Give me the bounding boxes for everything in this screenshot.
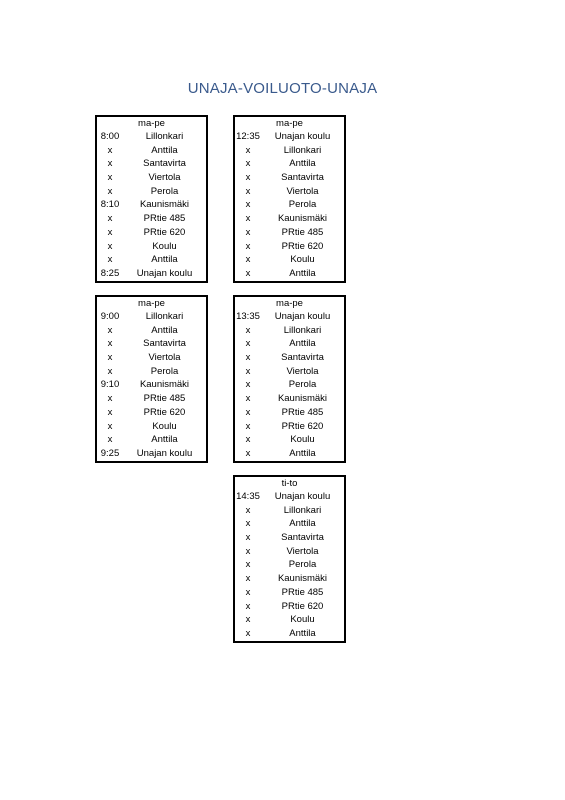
timetable-row — [235, 517, 344, 531]
departure-time: x — [245, 365, 251, 377]
departure-time: x — [107, 434, 113, 446]
departure-time: x — [107, 240, 113, 252]
stop-name: PRtie 485 — [281, 586, 324, 598]
departure-time: x — [245, 226, 251, 238]
timetable-row — [97, 240, 206, 254]
stop-name: PRtie 620 — [281, 600, 324, 612]
departure-time: x — [107, 254, 113, 266]
timetable-row — [235, 531, 344, 545]
timetable-row — [235, 490, 344, 504]
departure-time: x — [245, 420, 251, 432]
departure-time: 13:35 — [236, 311, 260, 322]
departure-time: x — [245, 240, 251, 252]
stop-name: Santavirta — [143, 338, 186, 350]
timetable-row — [235, 351, 344, 365]
timetable-row — [97, 212, 206, 226]
departure-time: x — [107, 226, 113, 238]
timetable-row — [235, 212, 344, 226]
stop-name: Perola — [288, 379, 317, 391]
timetable-row — [97, 144, 206, 158]
departure-time: x — [107, 406, 113, 418]
timetable-row — [97, 185, 206, 199]
departure-time: x — [107, 144, 113, 156]
stop-name: Unajan koulu — [274, 491, 331, 502]
stop-name: Santavirta — [281, 352, 324, 364]
timetable-row — [235, 337, 344, 351]
departure-time: x — [107, 352, 113, 364]
stop-name: Koulu — [152, 240, 177, 252]
timetable-row — [235, 324, 344, 338]
timetable-row — [235, 198, 344, 212]
departure-time: x — [245, 172, 251, 184]
timetable-row — [97, 267, 206, 281]
stop-name: Lillonkari — [145, 311, 184, 322]
departure-time: x — [245, 254, 251, 266]
departure-time: x — [245, 379, 251, 391]
departure-time: x — [245, 199, 251, 211]
departure-time: x — [245, 185, 251, 197]
timetable-row — [97, 171, 206, 185]
departure-time: x — [245, 158, 251, 170]
stop-name: Anttila — [289, 518, 316, 530]
timetable-row — [235, 572, 344, 586]
departure-time: x — [245, 434, 251, 446]
departure-time: x — [245, 447, 251, 459]
stop-name: PRtie 485 — [143, 393, 186, 405]
departure-time: 12:35 — [236, 131, 260, 142]
departure-time: x — [107, 365, 113, 377]
timetable-row — [235, 253, 344, 267]
stop-name: Santavirta — [143, 158, 186, 170]
timetable-row — [235, 185, 344, 199]
timetable-row — [235, 558, 344, 572]
departure-time: x — [107, 420, 113, 432]
stop-name: Anttila — [289, 627, 316, 639]
departure-time: x — [245, 518, 251, 530]
departure-time: x — [107, 185, 113, 197]
timetable-row — [235, 144, 344, 158]
timetable-header: ma-pe — [276, 298, 303, 309]
departure-time: x — [245, 573, 251, 585]
timetable-5 — [233, 475, 346, 643]
timetable-4 — [233, 295, 346, 463]
stop-name: Lillonkari — [283, 504, 322, 516]
timetable-row — [235, 433, 344, 447]
stop-name: Lillonkari — [145, 131, 184, 142]
stop-name: PRtie 620 — [143, 406, 186, 418]
departure-time: x — [107, 338, 113, 350]
stop-name: PRtie 485 — [143, 213, 186, 225]
timetable-row — [97, 337, 206, 351]
departure-time: 8:25 — [100, 267, 120, 279]
departure-time: 9:25 — [100, 447, 120, 459]
timetable-row — [235, 365, 344, 379]
stop-name: Santavirta — [281, 172, 324, 184]
timetable-row — [235, 392, 344, 406]
timetable-row — [235, 627, 344, 641]
stop-name: Viertola — [148, 172, 181, 184]
stop-name: Unajan koulu — [274, 311, 331, 322]
timetable-row — [97, 324, 206, 338]
stop-name: Viertola — [286, 545, 319, 557]
timetable-row — [235, 240, 344, 254]
timetable-row — [97, 351, 206, 365]
stop-name: PRtie 485 — [281, 226, 324, 238]
timetable-row — [97, 226, 206, 240]
timetable-1 — [95, 115, 208, 283]
timetable-row — [235, 130, 344, 144]
departure-time: 8:00 — [100, 131, 120, 142]
timetable-row — [235, 600, 344, 614]
departure-time: x — [245, 406, 251, 418]
timetable-row — [235, 226, 344, 240]
departure-time: 8:10 — [100, 199, 120, 211]
stop-name: Lillonkari — [283, 324, 322, 336]
timetable-row — [235, 420, 344, 434]
stop-name: Unajan koulu — [274, 131, 331, 142]
stop-name: Koulu — [290, 614, 315, 626]
departure-time: x — [107, 172, 113, 184]
timetable-header: ma-pe — [138, 118, 165, 129]
timetable-row — [97, 420, 206, 434]
stop-name: Perola — [288, 199, 317, 211]
departure-time: x — [245, 504, 251, 516]
stop-name: Anttila — [151, 254, 178, 266]
timetable-row — [235, 447, 344, 461]
timetable-row — [235, 545, 344, 559]
departure-time: x — [245, 352, 251, 364]
stop-name: Anttila — [289, 338, 316, 350]
stop-name: Perola — [150, 185, 179, 197]
stop-name: Viertola — [286, 185, 319, 197]
timetable-row — [235, 310, 344, 324]
stop-name: Kaunismäki — [139, 199, 190, 211]
timetable-header: ma-pe — [138, 298, 165, 309]
stop-name: Perola — [288, 559, 317, 571]
departure-time: x — [245, 393, 251, 405]
timetable-row — [97, 378, 206, 392]
stop-name: PRtie 485 — [281, 406, 324, 418]
timetable-row — [97, 157, 206, 171]
timetable-2 — [233, 115, 346, 283]
timetable-3 — [95, 295, 208, 463]
timetable-row — [97, 130, 206, 144]
departure-time: x — [245, 614, 251, 626]
departure-time: 9:00 — [100, 311, 120, 322]
timetable-row — [235, 157, 344, 171]
departure-time: x — [245, 338, 251, 350]
stop-name: Perola — [150, 365, 179, 377]
stop-name: PRtie 620 — [281, 420, 324, 432]
timetable-row — [97, 198, 206, 212]
timetable-row — [97, 433, 206, 447]
departure-time: x — [245, 213, 251, 225]
stop-name: Kaunismäki — [277, 573, 328, 585]
departure-time: x — [245, 267, 251, 279]
stop-name: Anttila — [151, 144, 178, 156]
timetable-row — [97, 253, 206, 267]
timetable-row — [97, 392, 206, 406]
timetable-row — [235, 504, 344, 518]
timetable-row — [235, 613, 344, 627]
stop-name: Anttila — [151, 434, 178, 446]
timetable-row — [235, 586, 344, 600]
departure-time: x — [245, 324, 251, 336]
timetable-row — [235, 378, 344, 392]
page-title: UNAJA-VOILUOTO-UNAJA — [187, 80, 378, 97]
departure-time: x — [107, 324, 113, 336]
stop-name: Anttila — [151, 324, 178, 336]
stop-name: Viertola — [148, 352, 181, 364]
stop-name: Kaunismäki — [277, 393, 328, 405]
stop-name: Kaunismäki — [277, 213, 328, 225]
stop-name: PRtie 620 — [281, 240, 324, 252]
departure-time: x — [245, 600, 251, 612]
stop-name: Santavirta — [281, 532, 324, 544]
timetable-header: ti-to — [281, 478, 298, 489]
departure-time: x — [107, 158, 113, 170]
stop-name: Koulu — [290, 254, 315, 266]
timetable-row — [97, 447, 206, 461]
stop-name: Koulu — [290, 434, 315, 446]
timetable-row — [235, 406, 344, 420]
stop-name: Viertola — [286, 365, 319, 377]
departure-time: x — [107, 393, 113, 405]
timetable-row — [235, 171, 344, 185]
timetable-row — [97, 365, 206, 379]
departure-time: x — [245, 545, 251, 557]
stop-name: Unajan koulu — [136, 447, 193, 459]
stop-name: Koulu — [152, 420, 177, 432]
departure-time: x — [245, 586, 251, 598]
timetable-row — [97, 310, 206, 324]
stop-name: Anttila — [289, 267, 316, 279]
timetable-row — [97, 406, 206, 420]
departure-time: x — [107, 213, 113, 225]
departure-time: 14:35 — [236, 491, 260, 502]
departure-time: 9:10 — [100, 379, 120, 391]
timetable-header: ma-pe — [276, 118, 303, 129]
stop-name: Lillonkari — [283, 144, 322, 156]
timetable-row — [235, 267, 344, 281]
departure-time: x — [245, 559, 251, 571]
stop-name: Anttila — [289, 447, 316, 459]
departure-time: x — [245, 144, 251, 156]
departure-time: x — [245, 627, 251, 639]
stop-name: PRtie 620 — [143, 226, 186, 238]
stop-name: Anttila — [289, 158, 316, 170]
departure-time: x — [245, 532, 251, 544]
stop-name: Kaunismäki — [139, 379, 190, 391]
stop-name: Unajan koulu — [136, 267, 193, 279]
